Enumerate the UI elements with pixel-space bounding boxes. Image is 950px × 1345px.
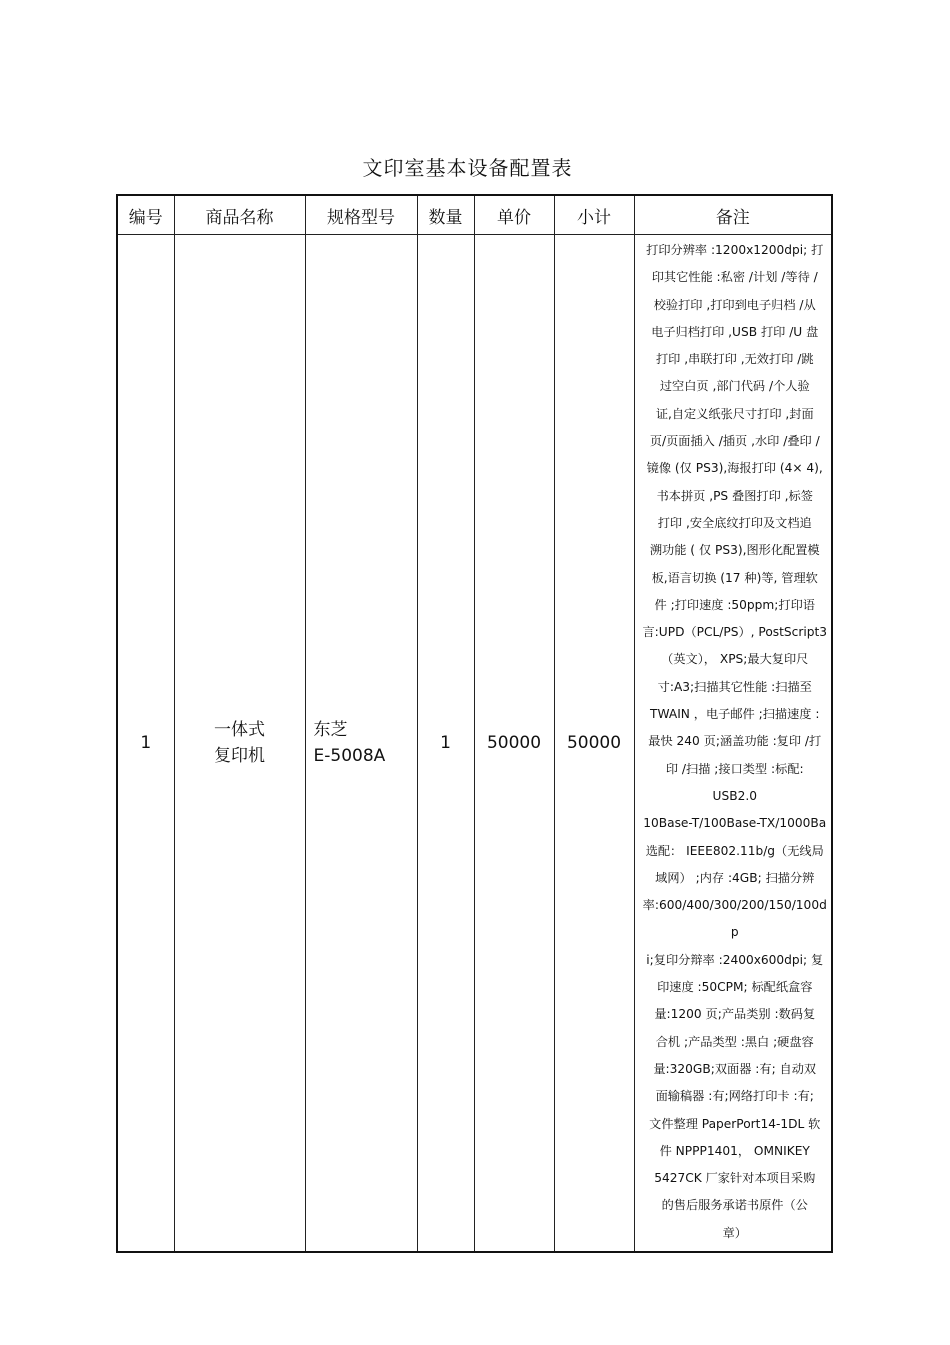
- notes-line: 的售后服务承诺书原件（公: [661, 1198, 808, 1213]
- cell-id: 1: [117, 235, 174, 1252]
- notes-line: 面输稿器 :有;网络打印卡 :有;: [655, 1089, 814, 1104]
- notes-line: USB2.0: [712, 788, 757, 803]
- header-unit-price: 单价: [474, 195, 554, 235]
- notes-line: 书本拼页 ,PS 叠图打印 ,标签: [656, 488, 813, 503]
- cell-quantity: 1: [417, 235, 474, 1252]
- product-name-line-1: 一体式: [214, 719, 265, 740]
- notes-line: 印其它性能 :私密 /计划 /等待 /: [651, 270, 818, 285]
- table-header-row: [117, 195, 832, 235]
- equipment-table: [116, 194, 833, 1253]
- notes-line: 章）: [722, 1225, 747, 1240]
- notes-line: 页/页面插入 /插页 ,水印 /叠印 /: [649, 434, 820, 449]
- header-id: 编号: [117, 195, 174, 235]
- cell-notes: [634, 235, 832, 1252]
- header-subtotal: 小计: [554, 195, 634, 235]
- notes-line: 印 /扫描 ;接口类型 :标配:: [665, 761, 804, 776]
- header-product-name: 商品名称: [174, 195, 305, 235]
- notes-line: 打印 ,串联打印 ,无效打印 /跳: [655, 352, 814, 367]
- model-line-1: 东芝: [313, 719, 348, 740]
- notes-line: 域网） ;内存 :4GB; 扫描分辨: [655, 870, 815, 885]
- notes-line: 量:320GB;双面器 :有; 自动双: [653, 1061, 817, 1076]
- notes-line: 选配： IEEE802.11b/g（无线局: [645, 843, 824, 858]
- header-quantity: 数量: [417, 195, 474, 235]
- notes-line: 合机 ;产品类型 :黑白 ;硬盘容: [655, 1034, 814, 1049]
- notes-line: 最快 240 页;涵盖功能 :复印 /打: [648, 734, 822, 749]
- cell-subtotal: 50000: [554, 235, 634, 1252]
- model-line-2: E-5008A: [313, 745, 386, 766]
- notes-line: 溯功能 ( 仅 PS3),图形化配置模: [649, 543, 820, 558]
- notes-line: 量:1200 页;产品类别 :数码复: [654, 1007, 816, 1022]
- notes-line: 印速度 :50CPM; 标配纸盒容: [657, 980, 813, 995]
- table-row: [117, 235, 832, 1252]
- cell-unit-price: 50000: [474, 235, 554, 1252]
- notes-line: 板,语言切换 (17 种)等, 管理软: [651, 570, 818, 585]
- notes-line: 寸:A3;扫描其它性能 :扫描至: [657, 679, 812, 694]
- header-notes: 备注: [634, 195, 832, 235]
- notes-line: 言:UPD（PCL/PS）, PostScript3: [642, 625, 828, 640]
- notes-line: 打印 ,安全底纹打印及文档追: [657, 515, 812, 530]
- notes-line: i;复印分辩率 :2400x600dpi; 复: [646, 952, 824, 967]
- product-name-line-2: 复印机: [214, 745, 265, 766]
- cell-product-name: [174, 235, 305, 1252]
- header-model: 规格型号: [305, 195, 417, 235]
- notes-line: 打印分辨率 :1200x1200dpi; 打: [646, 243, 824, 257]
- document-title: 文印室基本设备配置表: [362, 156, 573, 180]
- cell-model: [305, 235, 417, 1252]
- notes-line: 5427CK 厂家针对本项目采购: [654, 1171, 816, 1186]
- notes-line: 文件整理 PaperPort14-1DL 软: [649, 1116, 821, 1131]
- notes-line: 件 NPPP1401， OMNIKEY: [659, 1143, 810, 1158]
- notes-line: 10Base-T/100Base-TX/1000Ba: [643, 816, 827, 831]
- notes-line: 校验打印 ,打印到电子归档 /从: [653, 297, 816, 312]
- notes-line: 件 ;打印速度 :50ppm;打印语: [654, 597, 815, 612]
- notes-line: 证,自定义纸张尺寸打印 ,封面: [655, 406, 814, 421]
- notes-line: （英文）， XPS;最大复印尺: [661, 652, 809, 667]
- notes-line: TWAIN ，电子邮件 ;扫描速度 :: [650, 707, 820, 722]
- notes-line: 镜像 (仅 PS3),海报打印 (4× 4),: [646, 461, 823, 476]
- notes-line: 过空白页 ,部门代码 /个人验: [659, 379, 810, 394]
- notes-line: 电子归档打印 ,USB 打印 /U 盘: [651, 324, 819, 339]
- notes-line: 率:600/400/300/200/150/100dp: [642, 898, 827, 940]
